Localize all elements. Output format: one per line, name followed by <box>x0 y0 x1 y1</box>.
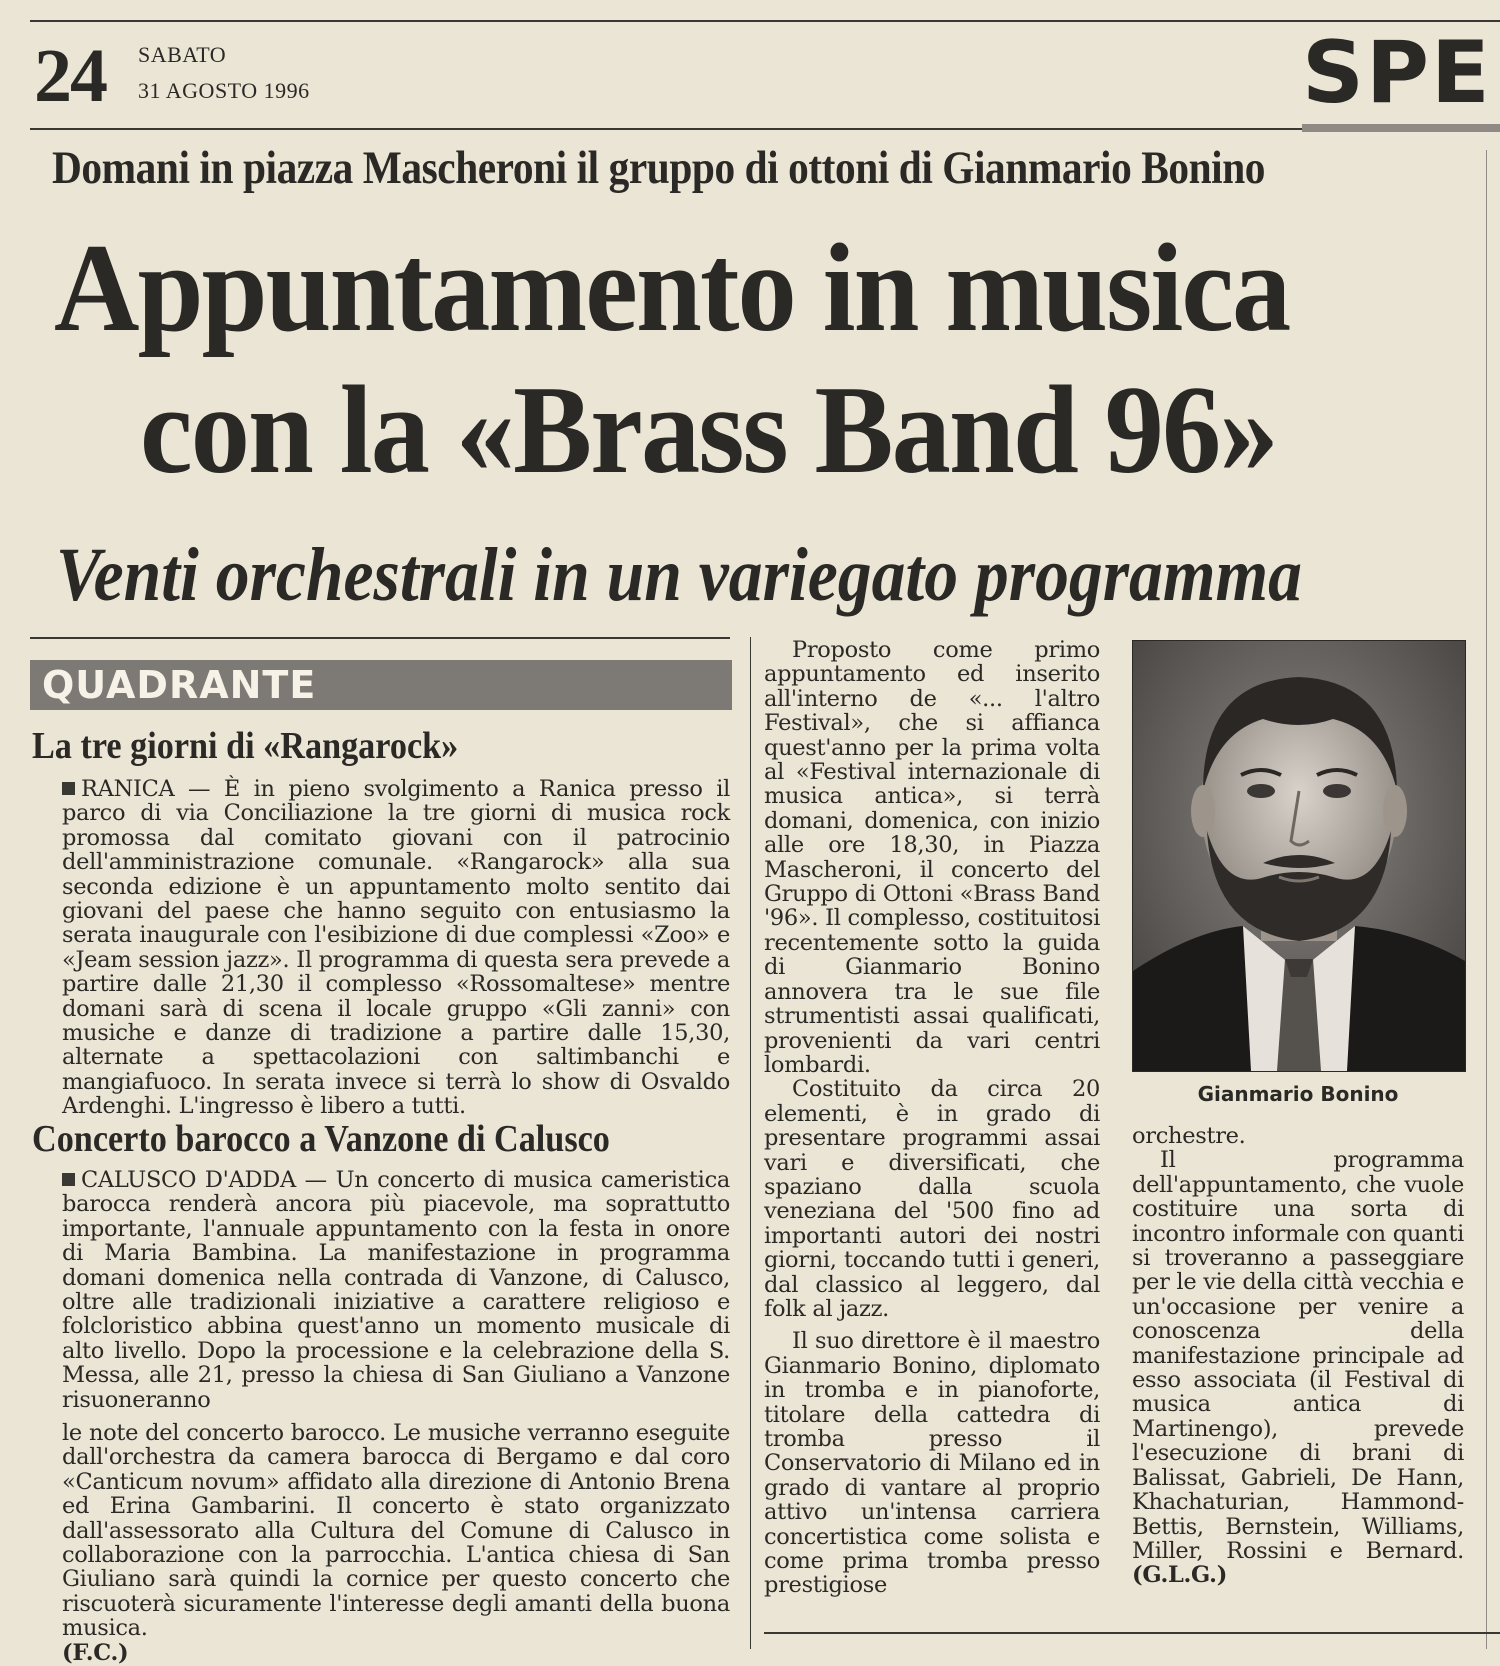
article-body-middle <box>764 638 1100 1598</box>
article-signature: (G.L.G.) <box>1132 1562 1228 1589</box>
article-deck: Venti orchestrali in un variegato programma <box>56 533 1302 617</box>
section-name: SPE <box>1302 23 1492 123</box>
column-divider <box>750 637 751 1649</box>
rangarock-title: La tre giorni di «Rangarock» <box>32 725 459 767</box>
article-paragraph-2: Costituito da circa 20 elementi, è in grado di presentare programmi assai vari e diversificati, che spaziano dalla scuola veneziana del '500 fino ad importanti autori dei nostri giorni, toccando tutti i generi, dal classico al leggero, dal folk al jazz. <box>764 1076 1100 1322</box>
article-paragraph-4: orchestre. <box>1132 1123 1246 1149</box>
barocco-body-part2 <box>62 1421 730 1665</box>
article-body-right <box>1132 1124 1464 1588</box>
portrait-image <box>1133 641 1465 1071</box>
day-label: SABATO <box>138 42 227 67</box>
barocco-signature: (F.C.) <box>62 1639 129 1666</box>
article-headline-line2: con la «Brass Band 96» <box>140 361 1277 500</box>
right-edge-rule <box>1486 150 1487 1649</box>
rangarock-body <box>62 777 730 1119</box>
quadrante-label: QUADRANTE <box>42 663 317 707</box>
bottom-rule <box>764 1632 1500 1634</box>
barocco-body-part1 <box>62 1168 730 1412</box>
rangarock-dateline: RANICA — <box>81 776 211 802</box>
section-rule <box>1302 124 1500 132</box>
article-headline-line1: Appuntamento in musica <box>54 219 1290 358</box>
date-label: 31 AGOSTO 1996 <box>138 78 310 103</box>
article-kicker: Domani in piazza Mascheroni il gruppo di ottoni di Gianmario Bonino <box>52 142 1266 194</box>
portrait-photo <box>1132 640 1466 1072</box>
barocco-text-part1: Un concerto di musica cameristica barocca renderà ancora più piacevole, ma soprattutto importante, l'annuale appuntamento con la festa in onore di Maria Bambina. La manifestazione in programma domani domenica nella contrada di Vanzone, di Calusco, oltre alle tradizionali iniziative a carattere religioso e folcloristico abbina quest'anno un momento musicale di alto livello. Dopo la processione e la celebrazione della S. Messa, alle 21, presso la chiesa di San Giuliano a Vanzone risuoneranno <box>62 1167 730 1413</box>
top-rule <box>30 20 1500 22</box>
article-paragraph-1: Proposto come primo appuntamento ed inserito all'interno de «... l'altro Festival», che si affianca quest'anno per la prima volta al «Festival internazionale di musica antica», si terrà domani, domenica, con inizio alle ore 18,30, in Piazza Mascheroni, il concerto del Gruppo di Ottoni «Brass Band '96». Il complesso, costituitosi recentemente sotto la guida di Gianmario Bonino annovera tra le sue file strumentisti assai qualificati, provenienti da vari centri lombardi. <box>764 637 1100 1078</box>
quadrante-top-rule <box>30 637 730 639</box>
barocco-title: Concerto barocco a Vanzone di Calusco <box>32 1118 610 1160</box>
page-number: 24 <box>34 34 106 118</box>
photo-caption: Gianmario Bonino <box>1197 1082 1399 1106</box>
masthead-rule <box>30 128 1302 130</box>
barocco-dateline: CALUSCO D'ADDA — <box>81 1167 327 1193</box>
bullet-square-icon <box>62 1173 75 1186</box>
article-paragraph-3: Il suo direttore è il maestro Gianmario Bonino, diplomato in tromba e in pianoforte, titolare della cattedra di tromba presso il Conservatorio di Milano ed in grado di vantare al proprio attivo un'intensa carriera concertistica come solista e come prima tromba presso prestigiose <box>764 1328 1100 1599</box>
article-paragraph-5-text: Il programma dell'appuntamento, che vuole costituire una sorta di incontro informale con quanti si troveranno a passeggiare per le vie della città vecchia e un'occasione per venire a conoscenza della manifestazione principale ad esso associata (il Festival di musica antica di Martinengo), prevede l'esecuzione di brani di Balissat, Gabrieli, De Hann, Khachaturian, Hammond-Bettis, Bernstein, Williams, Miller, Rossini e Bernard. <box>1132 1147 1464 1564</box>
article-paragraph-5 <box>1132 1148 1464 1587</box>
bullet-square-icon <box>62 782 75 795</box>
quadrante-banner <box>30 660 732 710</box>
barocco-text-part2: le note del concerto barocco. Le musiche verranno eseguite dall'orchestra da camera barocca di Bergamo e dal coro «Canticum novum» affidato alla direzione di Antonio Brena ed Erina Gambarini. Il concerto è stato organizzato dall'assessorato alla Cultura del Comune di Calusco in collaborazione con la parrocchia. L'antica chiesa di San Giuliano sarà quindi la cornice per questo concerto che riscuoterà sicuramente l'interesse degli amanti della buona musica. <box>62 1420 730 1642</box>
rangarock-text: È in pieno svolgimento a Ranica presso il parco di via Conciliazione la tre giorni di musica rock promossa dal comitato giovani con il patrocinio dell'amministrazione comunale. «Rangarock» alla sua seconda edizione è un appuntamento molto sentito dai giovani del paese che hanno seguito con entusiasmo la serata inaugurale con l'esibizione di due complessi «Zoo» e «Jeam session jazz». Il programma di questa sera prevede a partire dalle 21,30 il complesso «Rossomaltese» mentre domani sarà di scena il locale gruppo «Gli zanni» con musiche e danze di tradizione a partire dalle 15,30, alternate a spettacolazioni con saltimbanchi e mangiafuoco. In serata invece si terrà lo show di Osvaldo Ardenghi. L'ingresso è libero a tutti. <box>62 776 731 1120</box>
